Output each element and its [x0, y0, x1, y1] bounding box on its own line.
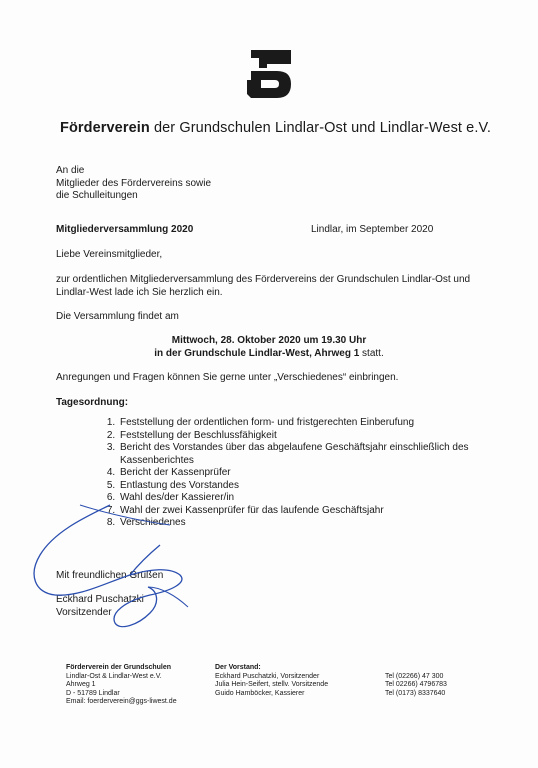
meeting-location-bold: in der Grundschule Lindlar-West, Ahrweg 1: [154, 348, 360, 359]
recipient-address: [56, 165, 211, 203]
org-name-rest: der Grundschulen Lindlar-Ost und Lindlar-West e.V.: [149, 120, 492, 136]
footer-phone: Tel 02266) 4796783: [385, 681, 447, 689]
address-line: An die: [56, 165, 85, 176]
agenda-heading: Tagesordnung:: [56, 397, 129, 408]
agenda-item: 2. Feststellung der Beschlussfähigkeit: [118, 430, 498, 443]
agenda-item: 8. Verschiedenes: [118, 517, 498, 530]
letter-subject: Mitgliederversammlung 2020: [56, 224, 194, 235]
meeting-intro: Die Versammlung findet am: [56, 311, 179, 322]
agenda-item: 5. Entlastung des Vorstandes: [118, 480, 498, 493]
footer-phones: [385, 673, 447, 699]
footer-board-heading: Der Vorstand:: [215, 664, 261, 671]
agenda-item: 4. Bericht der Kassenprüfer: [118, 467, 498, 480]
footer-line: D - 51789 Lindlar: [66, 689, 120, 697]
agenda-item: 1. Feststellung der ordentlichen form- und fristgerechten Einberufung: [118, 417, 498, 430]
agenda-item: 3. Bericht des Vorstandes über das abgelaufene Geschäftsjahr einschließlich des Kassenberichtes: [118, 442, 498, 467]
footer-phone: Tel (02266) 47 300: [385, 672, 444, 680]
footer-org-name: Förderverein der Grundschulen: [66, 664, 172, 671]
agenda-item: 6. Wahl des/der Kassierer/in: [118, 492, 498, 505]
footer-line: Eckhard Puschatzki, Vorsitzender: [215, 672, 320, 680]
address-line: Mitglieder des Fördervereins sowie: [56, 177, 212, 189]
footer-organization: [66, 664, 177, 707]
footer-line: Lindlar-Ost & Lindlar-West e.V.: [66, 672, 162, 680]
salutation: Liebe Vereinsmitglieder,: [56, 249, 163, 260]
meeting-details: [0, 334, 538, 360]
footer-phone: Tel (0173) 8337640: [385, 689, 446, 697]
footer-line: Guido Hamböcker, Kassierer: [215, 689, 305, 697]
foerderverein-logo-icon: [247, 50, 293, 98]
letter-date: Lindlar, im September 2020: [311, 224, 434, 235]
footer-line: Ahrweg 1: [66, 681, 96, 689]
meeting-location-rest: statt.: [359, 348, 384, 359]
organization-title: [60, 120, 491, 136]
footer-line: Julia Hein-Seifert, stellv. Vorsitzende: [215, 681, 329, 689]
footer-board: [215, 664, 328, 698]
suggestions-paragraph: Anregungen und Fragen können Sie gerne unter „Verschiedenes“ einbringen.: [56, 372, 399, 383]
footer-email: Email: foerderverein@ggs-liwest.de: [66, 698, 177, 706]
org-name-bold: Förderverein: [60, 120, 150, 136]
agenda-item: 7. Wahl der zwei Kassenprüfer für das laufende Geschäftsjahr: [118, 505, 498, 518]
signer-name: Eckhard Puschatzki: [56, 594, 144, 605]
invitation-paragraph: zur ordentlichen Mitgliederversammlung des Fördervereins der Grundschulen Lindlar-Ost und Lindlar-West lade ich Sie herzlich ein.: [56, 274, 471, 298]
address-line: die Schulleitungen: [56, 190, 138, 201]
signer-role: Vorsitzender: [56, 606, 112, 618]
handwritten-signature-icon: [20, 495, 210, 645]
meeting-location: [0, 347, 538, 360]
meeting-date-time: Mittwoch, 28. Oktober 2020 um 19.30 Uhr: [171, 335, 367, 346]
closing-greeting: Mit freundlichen Grüßen: [56, 570, 164, 581]
